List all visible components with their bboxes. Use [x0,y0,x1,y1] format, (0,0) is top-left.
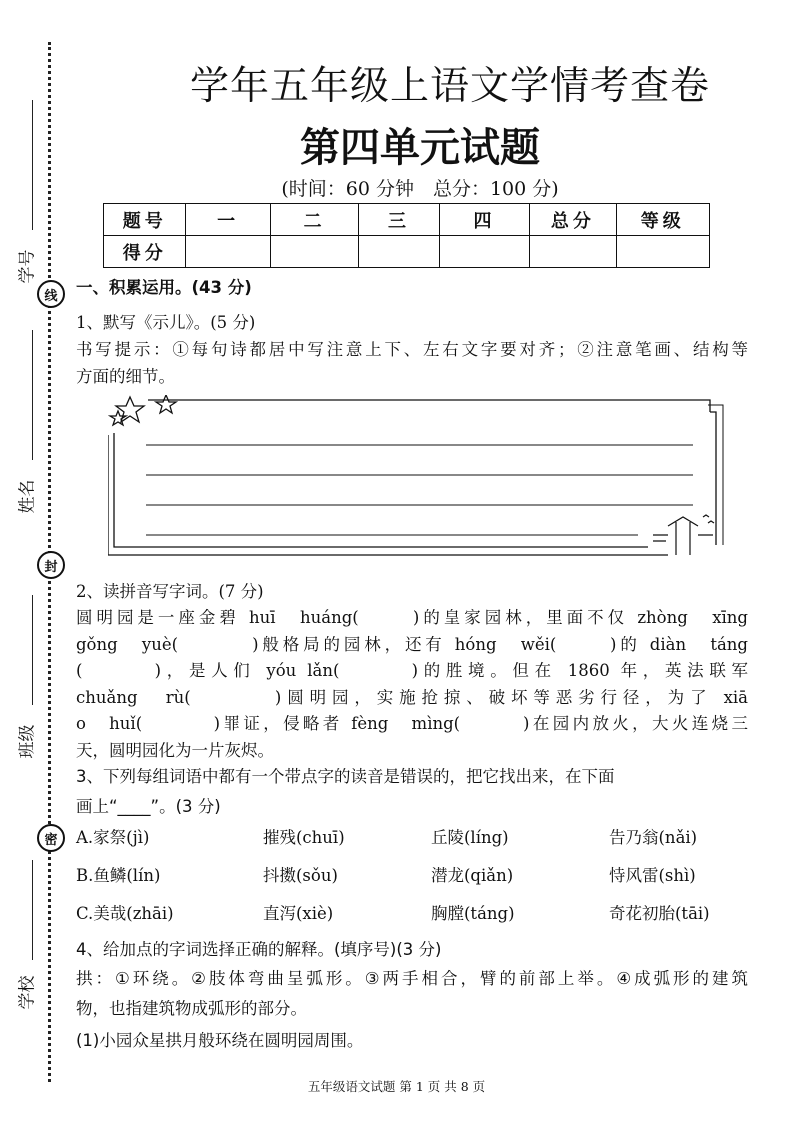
q2-passage-line: ( )，是人们 yóu lǎn( )的胜境。但在 1860 年，英法联军 [76,661,748,680]
student-id-label: 学号 [17,249,38,284]
q4-definition-line: 拱：①环绕。②肢体弯曲呈弧形。③两手相合，臂的前部上举。④成弧形的建筑 [76,969,748,988]
q3-option[interactable]: 丘陵(líng) [431,828,509,847]
binding-mark-mi: 密 [37,824,65,852]
score-cell[interactable] [616,236,709,268]
q3-option[interactable]: 直泻(xiè) [263,904,334,923]
q2-passage-line: 圆明园是一座金碧 huī huáng( )的皇家园林，里面不仅 zhòng xīng [76,608,748,627]
q4-definition-line: 物，也指建筑物成弧形的部分。 [76,999,307,1018]
score-header-cell: 二 [270,204,358,236]
q1-tip [76,337,748,390]
q2-passage [76,605,748,764]
poem-writing-frame[interactable] [108,395,728,560]
q2-passage-line: o huǐ( )罪证，侵略者 fèng mìng( )在园内放火，大火连烧三 [76,714,748,733]
q3-option[interactable]: 抖擞(sǒu) [263,866,338,885]
q1-tip-line: 方面的细节。 [76,366,175,386]
q4-item-1: (1)小园众星拱月般环绕在圆明园周围。 [76,1031,364,1050]
score-cell[interactable] [530,236,616,268]
q4-title: 4、给加点的字词选择正确的解释。(填序号)(3 分) [76,940,442,959]
q3-option[interactable]: 摧残(chuī) [263,828,345,847]
binding-mark-feng: 封 [37,551,65,579]
binding-mark-xian: 线 [37,280,65,308]
class-label: 班级 [17,724,38,759]
q3-option[interactable]: C.美哉(zhāi) [76,904,174,923]
q3-option[interactable]: 胸膛(táng) [431,904,515,923]
time-and-score-info: (时间：60 分钟 总分：100 分) [281,178,559,200]
section-1-heading: 一、积累运用。(43 分) [76,278,252,297]
score-cell[interactable] [186,236,270,268]
star-icon [156,395,176,413]
q3-option[interactable]: 恃风雷(shì) [609,866,696,885]
student-name-label: 姓名 [17,479,38,514]
q3-option[interactable]: A.家祭(jì) [76,828,150,847]
pavilion-icon [653,515,714,555]
q1-tip-line: 书写提示：①每句诗都居中写注意上下、左右文字要对齐；②注意笔画、结构等 [76,340,748,359]
score-header-cell: 题号 [104,204,186,236]
q3-title-line1: 3、下列每组词语中都有一个带点字的读音是错误的，把它找出来，在下面 [76,767,615,786]
q2-title: 2、读拼音写字词。(7 分) [76,582,264,601]
score-cell[interactable] [270,236,358,268]
q3-option-row-a [76,824,756,848]
q1-title: 1、默写《示儿》。(5 分) [76,313,256,332]
page-footer: 五年级语文试题 第 1 页 共 8 页 [307,1079,486,1094]
exam-subtitle: 第四单元试题 [300,125,540,171]
score-header-cell: 总分 [530,204,616,236]
school-label: 学校 [17,975,38,1010]
score-table [103,203,710,268]
score-header-cell: 等级 [616,204,709,236]
q4-definition [76,964,748,1024]
score-row-label: 得分 [104,236,186,268]
q3-option[interactable]: 告乃翁(nǎi) [609,828,698,847]
q2-passage-line: chuǎng rù( )圆明园，实施抢掠、破坏等恶劣行径，为了 xiā [76,687,748,707]
q3-title-line2: 画上“____”。(3 分) [76,797,221,816]
q3-option[interactable]: 潜龙(qiǎn) [431,866,514,885]
exam-title: 学年五年级上语文学情考查卷 [189,64,710,109]
q2-passage-line: gǒng yuè( )般格局的园林，还有 hóng wěi( )的 diàn táng [76,634,748,654]
score-header-cell: 一 [186,204,270,236]
q2-passage-line: 天，圆明园化为一片灰烬。 [76,740,274,760]
q3-option[interactable]: B.鱼鳞(lín) [76,866,161,885]
score-header-cell: 三 [359,204,439,236]
score-cell[interactable] [359,236,439,268]
q3-option-row-b [76,862,756,886]
score-cell[interactable] [439,236,529,268]
q3-option-row-c [76,900,756,924]
star-icon [116,397,144,422]
score-header-cell: 四 [439,204,529,236]
q3-option[interactable]: 奇花初胎(tāi) [609,904,710,923]
